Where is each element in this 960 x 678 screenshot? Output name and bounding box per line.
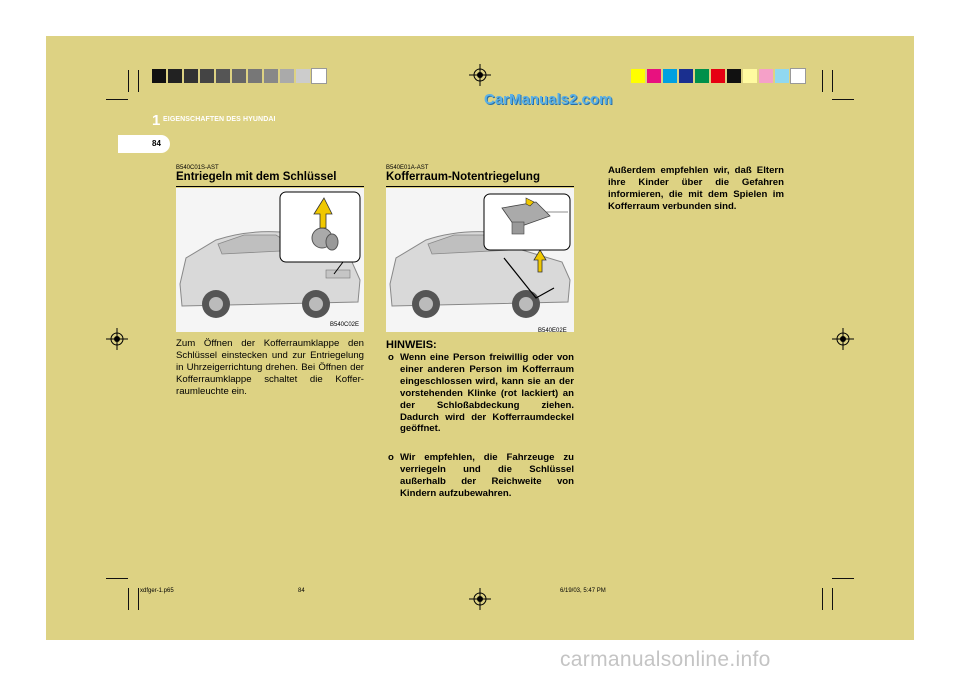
crop-mark — [128, 588, 129, 610]
color-swatch — [280, 69, 294, 83]
footer-filename: xdfger-1.p65 — [140, 588, 174, 594]
color-swatch — [791, 69, 805, 83]
crop-mark — [138, 588, 139, 610]
color-swatch — [695, 69, 709, 83]
color-swatch — [184, 69, 198, 83]
registration-mark-icon — [469, 64, 491, 86]
color-swatch — [296, 69, 310, 83]
registration-mark-icon — [469, 588, 491, 610]
chapter-number: 1 — [152, 112, 161, 129]
body-text: Außerdem empfehlen wir, daß Eltern ihre Kinder über die Gefahren informieren, die mit dem Spielen im Kofferraum verbunden sind. — [608, 165, 784, 212]
crop-mark — [822, 588, 823, 610]
note-title: HINWEIS: — [386, 339, 437, 351]
footer-page: 84 — [298, 588, 305, 594]
color-swatch — [312, 69, 326, 83]
crop-mark — [832, 99, 854, 100]
chapter-title: EIGENSCHAFTEN DES HYUNDAI — [163, 116, 276, 123]
color-swatch — [168, 69, 182, 83]
section-heading: Kofferraum-Notentriegelung — [386, 171, 540, 183]
heading-rule — [386, 186, 574, 187]
crop-mark — [128, 70, 129, 92]
footer-date: 6/19/03, 5:47 PM — [560, 588, 606, 594]
note-item-text: Wenn eine Person freiwillig oder von einer anderen Person im Kofferraum eingeschlossen wird, kann sie an der vorstehenden Klinke (rot lackiert) an der Schloßabdeckung ziehen. Dadurch wird der Kofferraumdeckel geöffnet. — [400, 352, 574, 435]
figure-label: B540C02E — [330, 322, 360, 328]
page-number: 84 — [152, 139, 161, 148]
color-swatch — [647, 69, 661, 83]
crop-mark — [832, 578, 854, 579]
color-swatch — [727, 69, 741, 83]
color-swatch — [248, 69, 262, 83]
registration-mark-icon — [832, 328, 854, 350]
color-swatch — [216, 69, 230, 83]
trunk-release-illustration — [386, 188, 574, 332]
registration-mark-icon — [106, 328, 128, 350]
crop-mark — [138, 70, 139, 92]
color-swatch — [663, 69, 677, 83]
section-code: B540C01S-AST — [176, 165, 219, 171]
figure-label: B540E02E — [538, 328, 567, 334]
crop-mark — [106, 578, 128, 579]
color-swatch — [631, 69, 645, 83]
note-item — [388, 452, 574, 500]
color-swatch — [200, 69, 214, 83]
color-swatch — [743, 69, 757, 83]
crop-mark — [832, 70, 833, 92]
color-swatch — [775, 69, 789, 83]
note-item — [388, 352, 574, 435]
crop-mark — [822, 70, 823, 92]
bullet: o — [388, 452, 394, 463]
color-swatch — [264, 69, 278, 83]
body-text: Zum Öffnen der Kofferraumklappe den Schlüssel einstecken und zur Entriegelung in Uhrzeigerrichtung drehen. Bei Öffnen der Kofferraumklappe schaltet die Koffer-raumleuchte ein. — [176, 338, 364, 397]
watermark-link[interactable]: CarManuals2.com — [484, 91, 613, 108]
color-swatch — [232, 69, 246, 83]
trunk-key-illustration — [176, 188, 364, 332]
bottom-watermark-link[interactable]: carmanualsonline.info — [560, 648, 771, 671]
color-swatch — [679, 69, 693, 83]
color-swatch — [759, 69, 773, 83]
section-code: B540E01A-AST — [386, 165, 429, 171]
car-rear-key-drawing — [176, 188, 364, 332]
color-swatch — [152, 69, 166, 83]
page-number-tab — [118, 135, 170, 153]
note-item-text: Wir empfehlen, die Fahrzeuge zu verriegeln und die Schlüssel außerhalb der Reichweite von Kindern aufzubewahren. — [400, 452, 574, 499]
heading-rule — [176, 186, 364, 187]
bullet: o — [388, 352, 394, 363]
car-trunk-release-drawing — [386, 188, 574, 332]
section-heading: Entriegeln mit dem Schlüssel — [176, 171, 337, 183]
crop-mark — [832, 588, 833, 610]
color-swatch — [711, 69, 725, 83]
crop-mark — [106, 99, 128, 100]
